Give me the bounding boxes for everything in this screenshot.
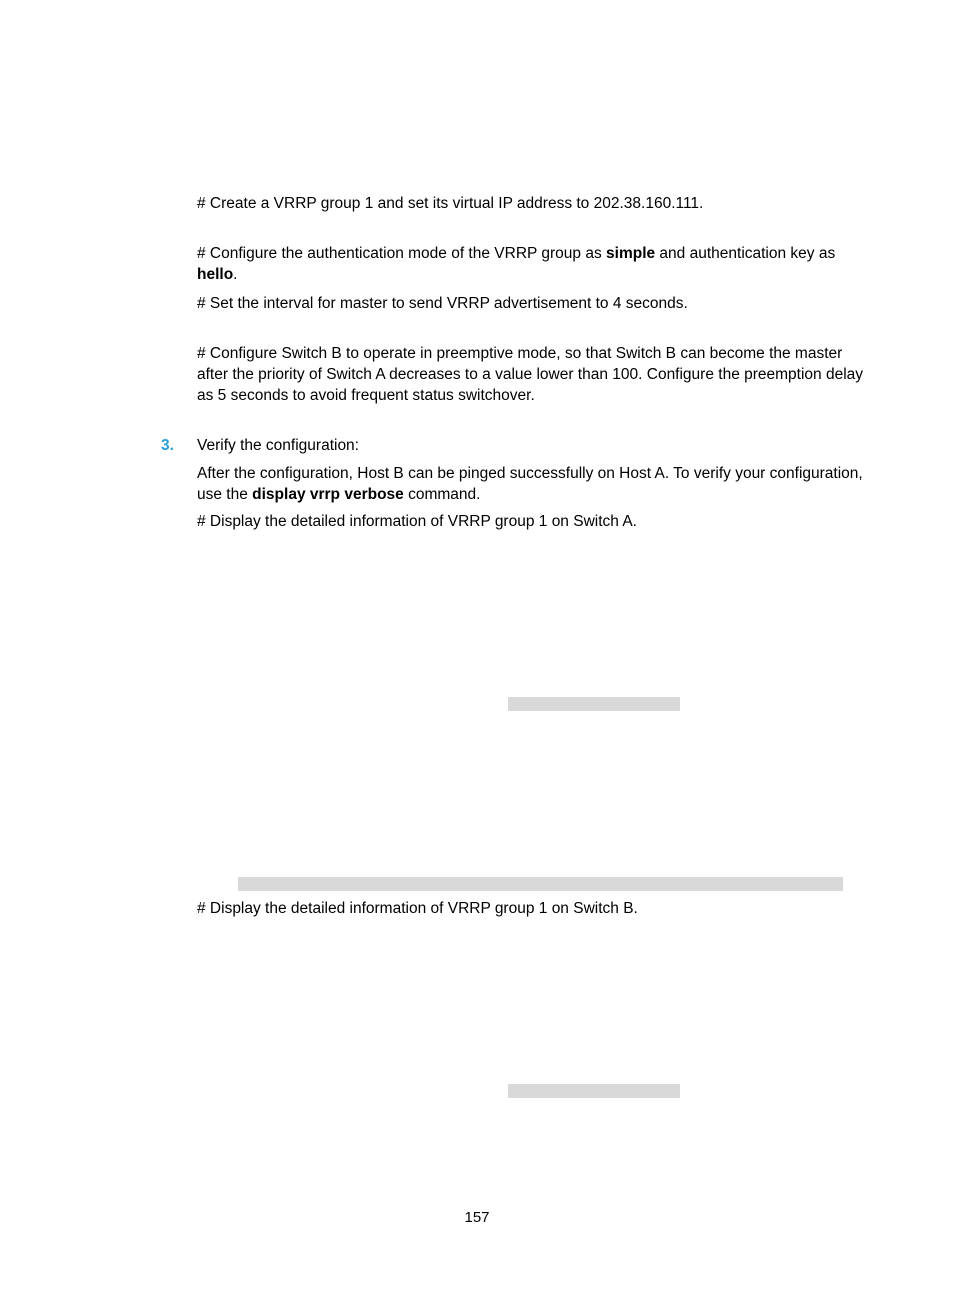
command-display-vrrp-verbose: display vrrp verbose [252,486,404,503]
text-segment: command. [403,486,481,503]
highlight-bar [508,1084,680,1098]
step-body [197,463,867,505]
instruction-create-vrrp-group: # Create a VRRP group 1 and set its virtual IP address to 202.38.160.111. [197,195,704,212]
text-segment: . [233,266,238,283]
highlight-bar-wide [238,877,843,891]
keyword-simple: simple [606,245,656,262]
text-segment: and authentication key as [655,245,836,262]
highlight-bar [508,697,680,711]
step-title: Verify the configuration: [197,437,359,454]
instruction-preemptive-mode: # Configure Switch B to operate in preemptive mode, so that Switch B can become the master after the priority of Switch A decreases to a value lower than 100. Configure the preemption delay as 5 seconds to avoid frequent status switchover. [197,345,864,404]
note-switch-b: # Display the detailed information of VRRP group 1 on Switch B. [197,900,638,917]
instruction-advertisement-interval: # Set the interval for master to send VRRP advertisement to 4 seconds. [197,295,688,312]
text-segment: After the configuration, Host B can be pinged successfully on Host A. To verify your configuration, use the [197,465,863,503]
note-switch-a: # Display the detailed information of VRRP group 1 on Switch A. [197,513,637,530]
step-number: 3. [161,437,174,454]
page-number: 157 [464,1209,490,1226]
instruction-authentication-mode [197,243,867,285]
keyword-hello: hello [197,266,234,283]
text-segment: # Configure the authentication mode of the VRRP group as [197,245,607,262]
